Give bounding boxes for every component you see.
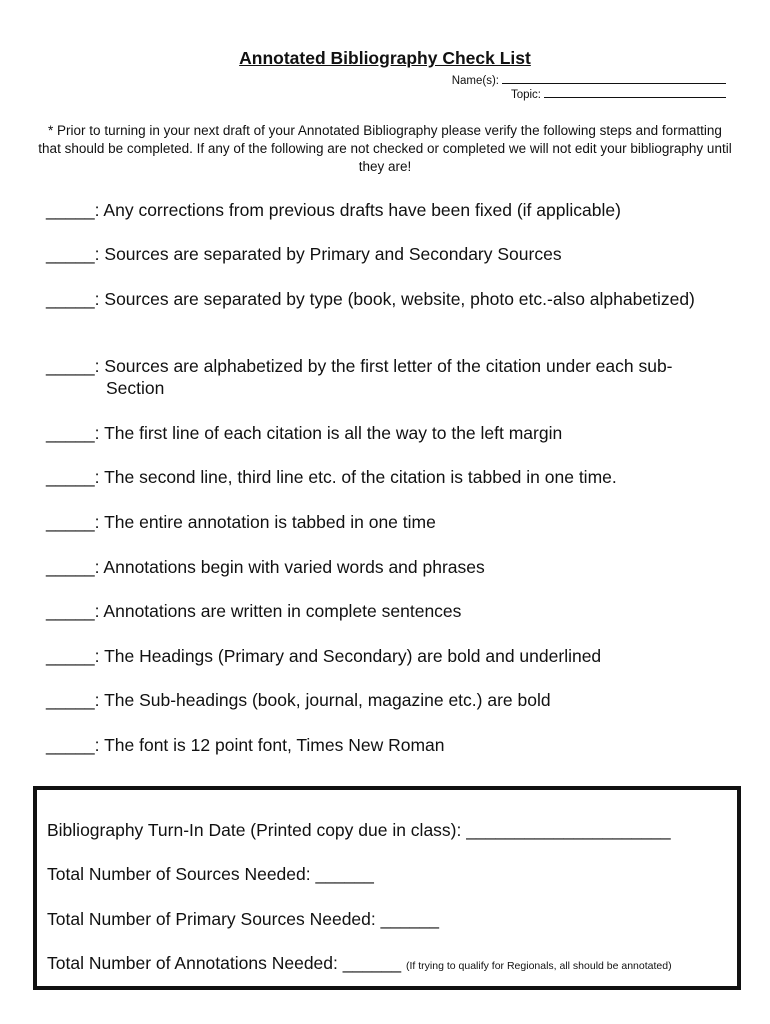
checklist-text: Any corrections from previous drafts have been fixed (if applicable)	[99, 200, 621, 220]
instructions-paragraph: * Prior to turning in your next draft of your Annotated Bibliography please verify the following steps and formatting that should be completed. If any of the following are not checked or completed we will not edit your bibliography until they are!	[38, 123, 732, 174]
check-blank: _____:	[46, 244, 100, 264]
checklist-text: The entire annotation is tabbed in one time	[99, 512, 436, 532]
check-blank: _____:	[46, 289, 100, 309]
checklist-item	[46, 511, 736, 533]
checklist-item	[46, 600, 736, 622]
topic-blank	[544, 86, 726, 98]
checklist-item	[46, 645, 736, 667]
check-blank: _____:	[46, 356, 100, 376]
checklist-item	[46, 288, 736, 310]
checklist-item	[46, 466, 736, 488]
annotations-label: Total Number of Annotations Needed: ______	[47, 953, 402, 973]
checklist-item	[46, 689, 736, 711]
checklist-text: The second line, third line etc. of the citation is tabbed in one time.	[99, 467, 617, 487]
checklist-continuation: Section	[106, 378, 165, 398]
checklist-item	[46, 734, 736, 756]
annotations-note: (If trying to qualify for Regionals, all should be annotated)	[406, 960, 672, 972]
topic-label: Topic:	[510, 89, 541, 101]
check-blank: _____:	[46, 200, 100, 220]
total-sources-line: Total Number of Sources Needed: ______	[47, 864, 374, 884]
checklist-text: Annotations are written in complete sentences	[99, 601, 462, 621]
checklist-text: Annotations begin with varied words and phrases	[99, 557, 485, 577]
checklist-text: The Headings (Primary and Secondary) are bold and underlined	[99, 646, 602, 666]
checklist-text: Sources are separated by type (book, website, photo etc.-also alphabetized)	[99, 289, 695, 309]
checklist-text: The font is 12 point font, Times New Roman	[99, 735, 445, 755]
page-title: Annotated Bibliography Check List	[239, 48, 531, 68]
names-label: Name(s):	[451, 75, 499, 87]
annotations-line	[47, 953, 672, 974]
turn-in-date-line: Bibliography Turn-In Date (Printed copy due in class): _____________________	[47, 820, 671, 840]
check-blank: _____:	[46, 735, 100, 755]
check-blank: _____:	[46, 423, 100, 443]
checklist-text: The Sub-headings (book, journal, magazine etc.) are bold	[99, 690, 551, 710]
checklist-text: Sources are alphabetized by the first letter of the citation under each sub-	[99, 356, 673, 376]
checklist-item	[46, 355, 736, 399]
topic-line	[511, 86, 726, 101]
check-blank: _____:	[46, 467, 100, 487]
check-blank: _____:	[46, 512, 100, 532]
checklist-item	[46, 199, 736, 221]
check-blank: _____:	[46, 646, 100, 666]
checklist-text: Sources are separated by Primary and Secondary Sources	[99, 244, 562, 264]
names-line	[452, 72, 726, 87]
checklist-item	[46, 243, 736, 265]
checklist-item	[46, 556, 736, 578]
names-blank	[502, 72, 726, 84]
checklist-text: The first line of each citation is all the way to the left margin	[99, 423, 563, 443]
check-blank: _____:	[46, 601, 100, 621]
check-blank: _____:	[46, 690, 100, 710]
due-dates-box	[33, 786, 741, 990]
checklist-item	[46, 422, 736, 444]
primary-sources-line: Total Number of Primary Sources Needed: ______	[47, 909, 440, 929]
check-blank: _____:	[46, 557, 100, 577]
